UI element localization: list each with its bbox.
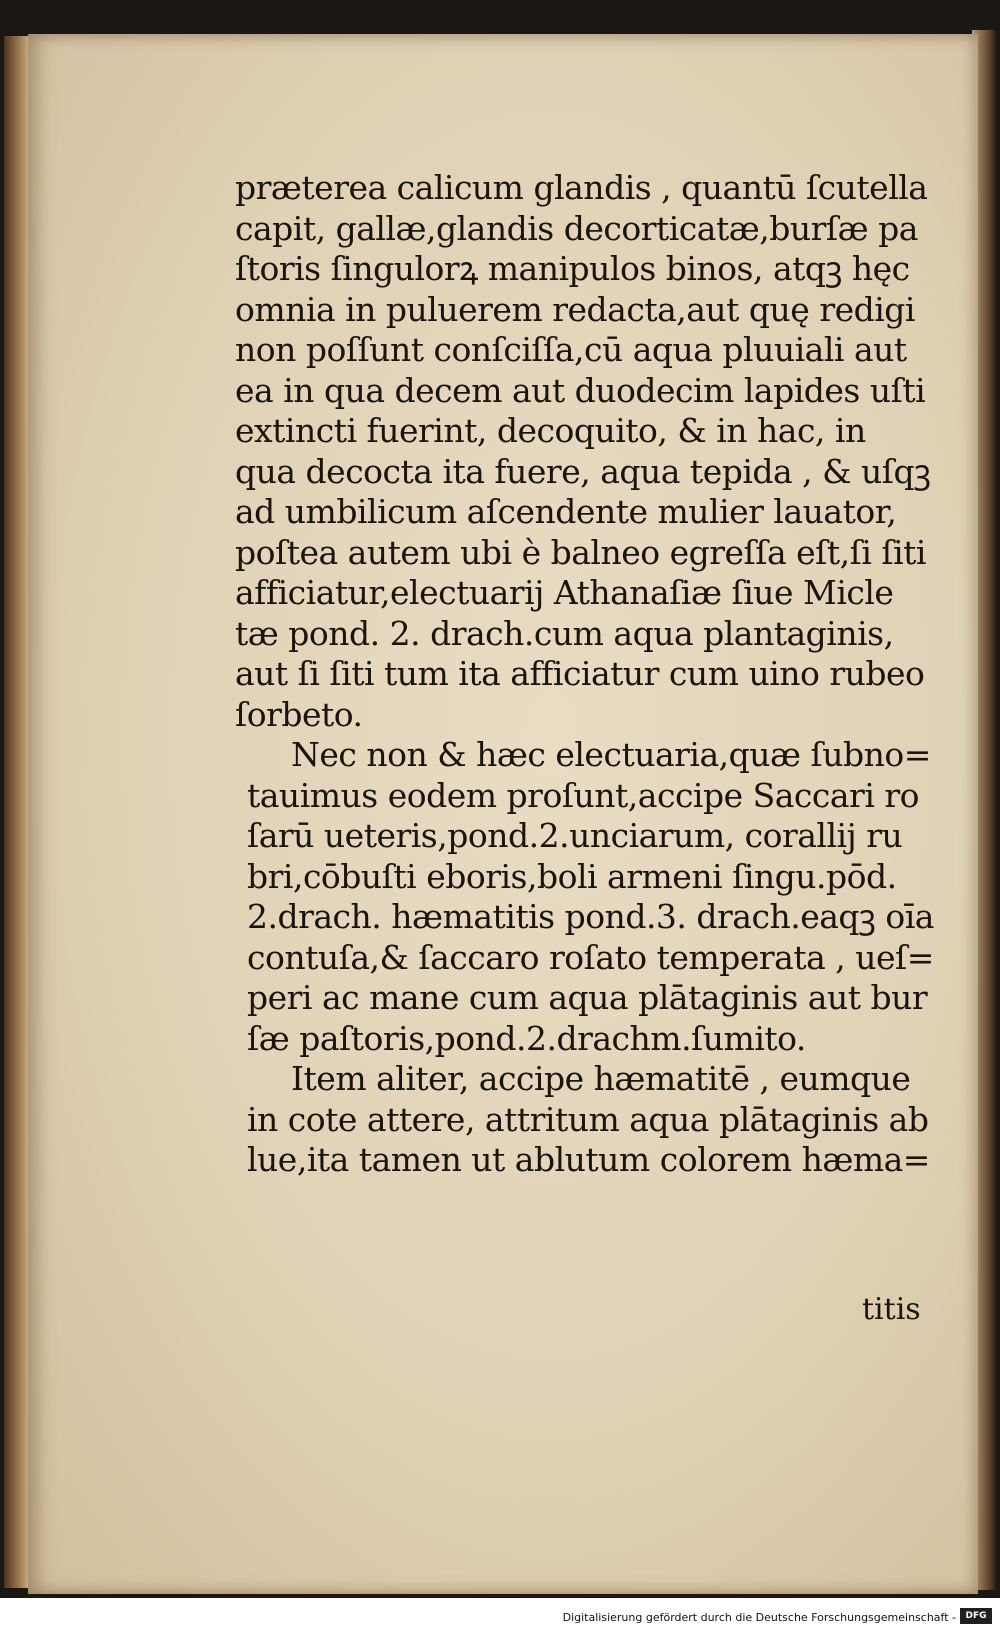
text-line: ſarū ueteris,pond.2.unciarum, corallij ru	[247, 816, 903, 855]
text-line: ſæ paſtoris,pond.2.drachm.ſumito.	[247, 1018, 806, 1058]
text-line: in cote attere, attritum aqua plātaginis ab	[247, 1099, 929, 1139]
text-line: 2.drach. hæmatitis pond.3. drach.eaqꝫ oīa	[247, 897, 934, 936]
text-line-paragraph-start: Nec non & hæc electuaria,quæ ſubno=	[291, 735, 931, 774]
text-line: tauimus eodem proſunt,accipe Saccari ro	[247, 775, 920, 815]
text-line: præterea calicum glandis , quantū ſcutella	[235, 168, 928, 207]
text-line: ſorbeto.	[235, 694, 363, 734]
text-line: lue,ita tamen ut ablutum colorem hæma=	[247, 1140, 930, 1179]
text-line: non poſſunt conſciſſa,cū aqua pluuiali aut	[235, 330, 907, 369]
text-line: tæ pond. 2. drach.cum aqua plantaginis,	[235, 613, 894, 653]
text-line: omnia in puluerem redacta,aut quę redigi	[235, 289, 915, 329]
text-line: extincti fuerint, decoquito, & in hac, in	[235, 411, 866, 450]
text-line: aut ſi ſiti tum ita afficiatur cum uino rubeo	[235, 654, 925, 693]
text-line: bri,cōbuſti eboris,boli armeni ſingu.pōd.	[247, 856, 897, 896]
book-edge-left	[4, 36, 30, 1588]
text-line: poſtea autem ubi è balneo egreſſa eſt,ſi ſiti	[235, 532, 926, 572]
dfg-logo-icon: DFG	[960, 1608, 992, 1624]
funding-credit: Digitalisierung gefördert durch die Deutsche Forschungsgemeinschaft -	[562, 1611, 956, 1624]
text-line: ea in qua decem aut duodecim lapides uſti	[235, 370, 926, 410]
text-line: peri ac mane cum aqua plātaginis aut bur	[247, 978, 928, 1017]
text-line: capit, gallæ,glandis decorticatæ,burſæ pa	[235, 208, 918, 248]
text-line: qua decocta ita fuere, aqua tepida , & uſqꝫ	[235, 451, 931, 491]
text-line: afficiatur,electuarij Athanaſiæ ſiue Micle	[235, 573, 894, 612]
text-line-paragraph-start: Item aliter, accipe hæmatitē , eumque	[291, 1059, 911, 1098]
text-line: ad umbilicum aſcendente mulier lauator,	[235, 492, 897, 531]
page-text	[235, 168, 950, 1181]
text-line: contuſa,& ſaccaro roſato temperata , ueſ=	[247, 937, 934, 977]
text-line: ſtoris ſingulorꝝ manipulos binos, atqꝫ hęc	[235, 249, 910, 288]
catchword: titis	[862, 1292, 921, 1327]
